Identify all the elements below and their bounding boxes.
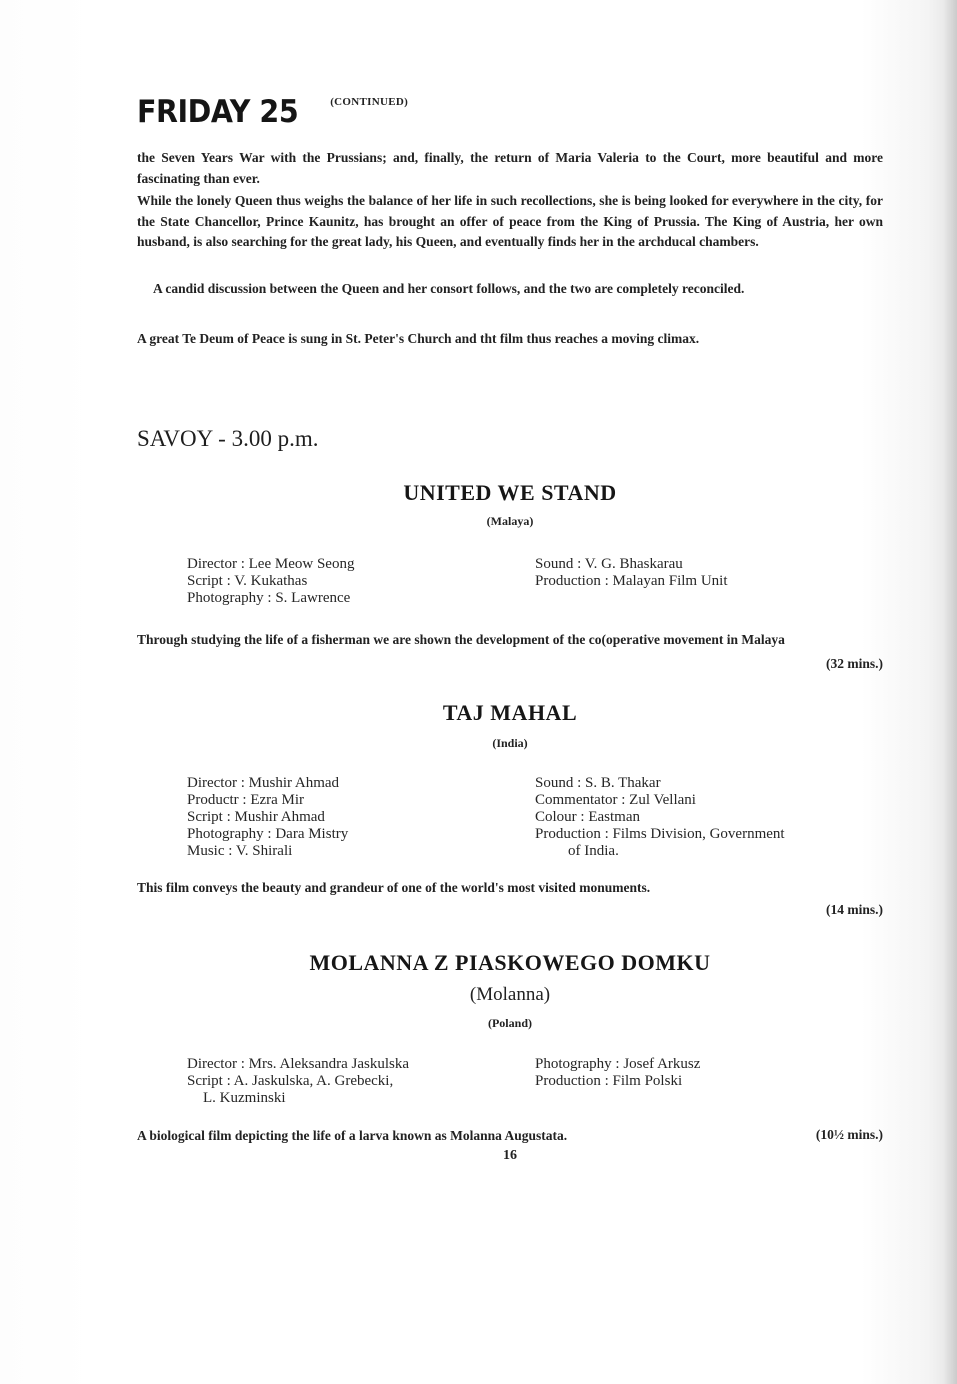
- credit-line: Commentator : Zul Vellani: [535, 792, 696, 808]
- film-credits-right: [535, 775, 785, 860]
- credit-line: Productr : Ezra Mir: [187, 792, 305, 808]
- continued-label: (CONTINUED): [330, 96, 409, 108]
- credit-line: Director : Mrs. Aleksandra Jaskulska: [187, 1056, 410, 1072]
- day-heading: FRIDAY 25: [137, 94, 299, 130]
- credit-line: Photography : S. Lawrence: [187, 590, 351, 606]
- credit-line: Script : V. Kukathas: [187, 573, 308, 589]
- synopsis-paragraph-1: the Seven Years War with the Prussians; and, finally, the return of Maria Valeria to the Court, more beautiful and more fascinating than ever.: [137, 150, 883, 186]
- credit-line: Production : Film Polski: [535, 1073, 683, 1089]
- credit-line: Script : Mushir Ahmad: [187, 809, 325, 825]
- credit-line: of India.: [568, 843, 619, 859]
- film-description: Through studying the life of a fisherman we are shown the development of the co(operative movement in Malaya: [137, 632, 785, 647]
- film-credits-left: [187, 1056, 409, 1107]
- film-credits-left: [187, 556, 354, 607]
- credit-line: Sound : V. G. Bhaskarau: [535, 556, 683, 572]
- page-edge-shadow: [943, 0, 957, 1384]
- film-description: A biological film depicting the life of a larva known as Molanna Augustata.: [137, 1128, 568, 1143]
- page-number: 16: [503, 1148, 517, 1163]
- film-duration: (32 mins.): [826, 656, 883, 671]
- film-country: (India): [492, 736, 528, 750]
- credit-line: Photography : Josef Arkusz: [535, 1056, 701, 1072]
- film-country: (Malaya): [486, 514, 534, 528]
- film-credits-left: [187, 775, 348, 860]
- page-header: [137, 92, 408, 132]
- film-title: TAJ MAHAL: [442, 700, 578, 725]
- credit-line: Music : V. Shirali: [187, 843, 293, 859]
- film-alt-title: (Molanna): [469, 984, 551, 1005]
- film-description: This film conveys the beauty and grandeur of one of the world's most visited monuments.: [137, 880, 651, 895]
- film-title: MOLANNA Z PIASKOWEGO DOMKU: [309, 950, 711, 975]
- credit-line: Production : Films Division, Government: [535, 826, 785, 842]
- credit-line: Sound : S. B. Thakar: [535, 775, 661, 791]
- film-title: UNITED WE STAND: [403, 480, 617, 505]
- film-duration: (14 mins.): [826, 902, 883, 917]
- credit-line: Colour : Eastman: [535, 809, 640, 825]
- film-duration: (10½ mins.): [815, 1127, 883, 1142]
- credit-line: L. Kuzminski: [203, 1090, 286, 1106]
- credit-line: Script : A. Jaskulska, A. Grebecki,: [187, 1073, 394, 1089]
- film-credits-right: [535, 1056, 700, 1090]
- credit-line: Photography : Dara Mistry: [187, 826, 349, 842]
- synopsis-paragraph-2: While the lonely Queen thus weighs the balance of her life in such recollections, she is being looked for everywhere in the city, for the State Chancellor, Prince Kaunitz, has brought an offer of peace from the King of Prussia. The King of Austria, her own husband, is also searching for the great lady, his Queen, and eventually finds her in the archducal chambers.: [137, 193, 883, 249]
- credit-line: Director : Lee Meow Seong: [187, 556, 355, 572]
- film-country: (Poland): [487, 1016, 532, 1030]
- venue-heading: SAVOY - 3.00 p.m.: [137, 426, 319, 451]
- credit-line: Director : Mushir Ahmad: [187, 775, 340, 791]
- credit-line: Production : Malayan Film Unit: [535, 573, 728, 589]
- synopsis-paragraph-3: A candid discussion between the Queen and her consort follows, and the two are completely reconciled.: [153, 281, 745, 296]
- synopsis-paragraph-4: A great Te Deum of Peace is sung in St. Peter's Church and tht film thus reaches a moving climax.: [137, 331, 700, 346]
- film-credits-right: [535, 556, 728, 590]
